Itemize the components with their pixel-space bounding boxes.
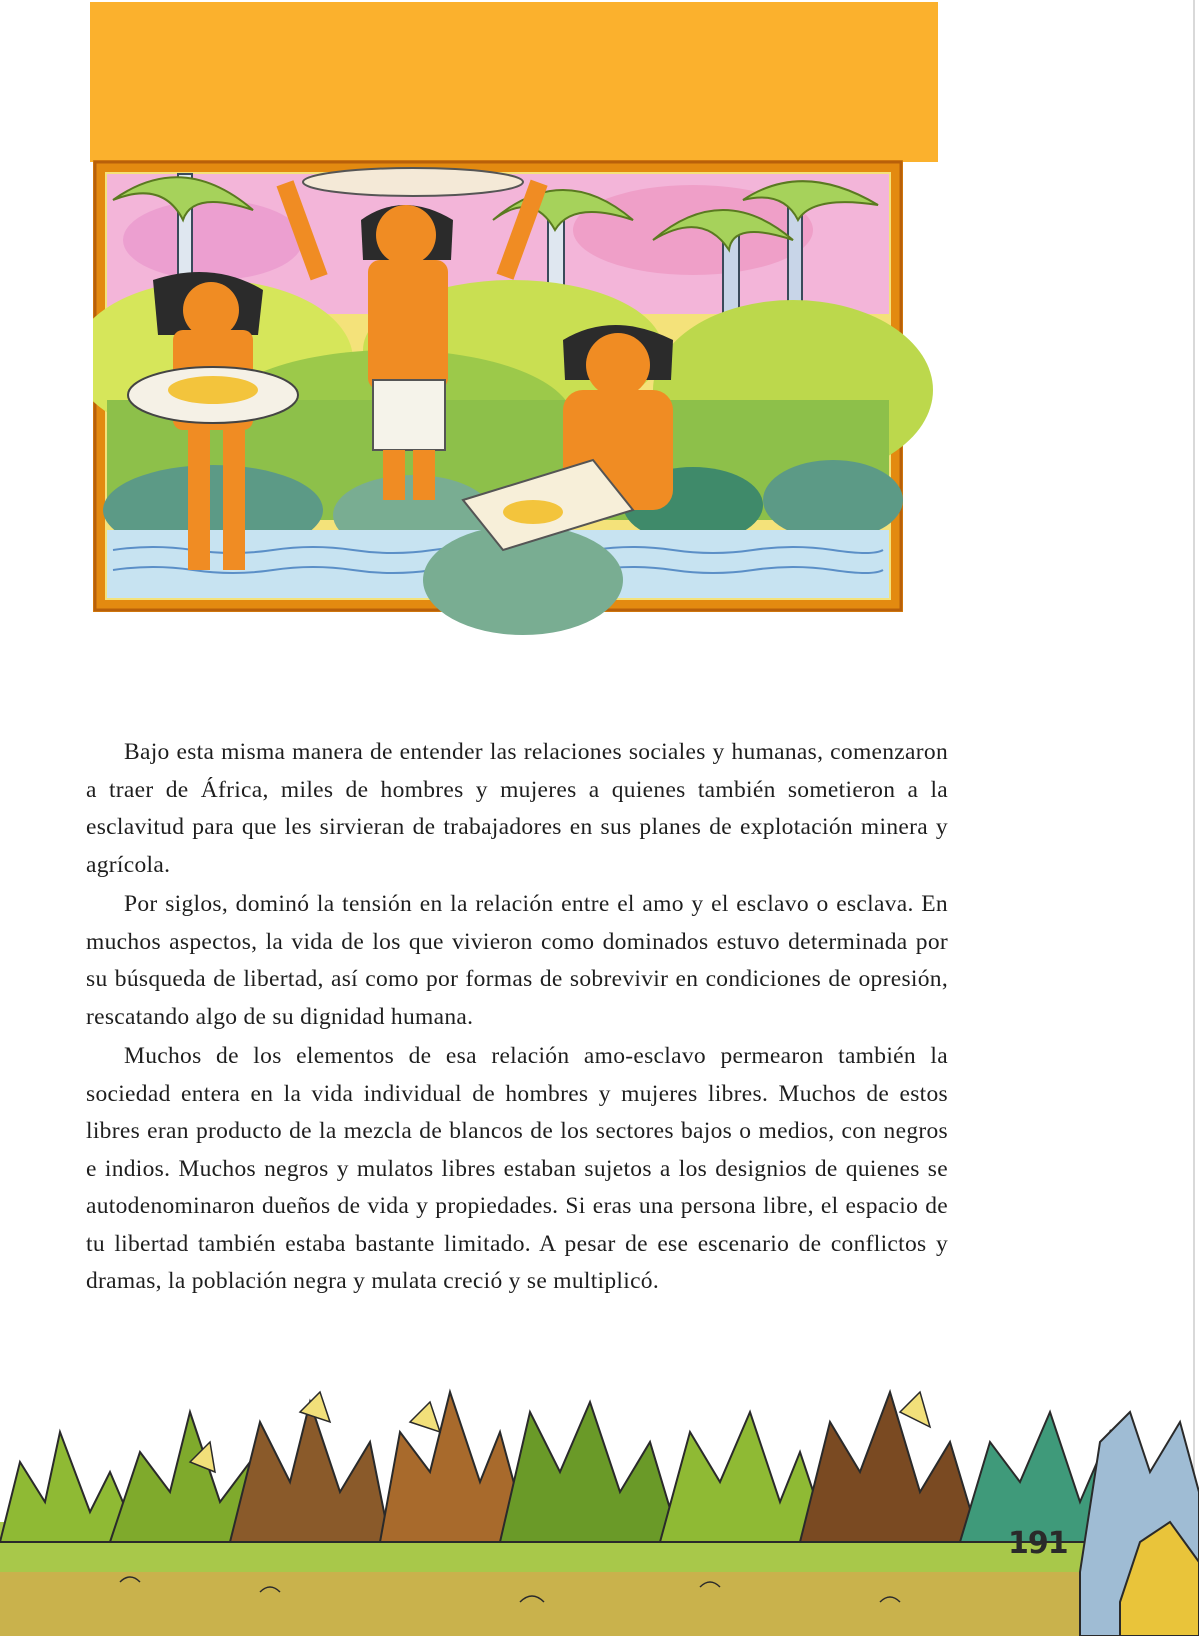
jungle-foliage-illustration xyxy=(0,1372,1199,1636)
page-number: 191 xyxy=(1008,1526,1068,1561)
paragraph: Bajo esta misma manera de entender las relaciones sociales y humanas, comenzaron a traer de África, miles de hombres y mujeres a quienes también sometieron a la esclavitud para que les sirvieran de trabajadores en sus planes de explotación minera y agrícola. xyxy=(86,739,948,878)
paragraph: Por siglos, dominó la tensión en la relación entre el amo y el esclavo o esclava. En muchos aspectos, la vida de los que vivieron como dominados estuvo determinada por su búsqueda de libertad, así como por formas de sobrevivir en condiciones de opresión, rescatando algo de su dignidad humana. xyxy=(86,891,948,1030)
indigenous-workers-illustration xyxy=(93,160,943,640)
body-text xyxy=(86,734,948,1303)
orange-header-band xyxy=(90,2,938,162)
paragraph: Muchos de los elementos de esa relación amo-esclavo permearon también la sociedad entera en la vida individual de hombres y mujeres libres. Muchos de estos libres eran producto de la mezcla de blancos de los sectores bajos o medios, con negros e indios. Muchos negros y mulatos libres estaban sujetos a los designios de quienes se autodenominaron dueños de vida y propiedades. Si eras una persona libre, el espacio de tu libertad también estaba bastante limitado. A pesar de ese escenario de conflictos y dramas, la población negra y mulata creció y se multiplicó. xyxy=(86,1043,948,1294)
